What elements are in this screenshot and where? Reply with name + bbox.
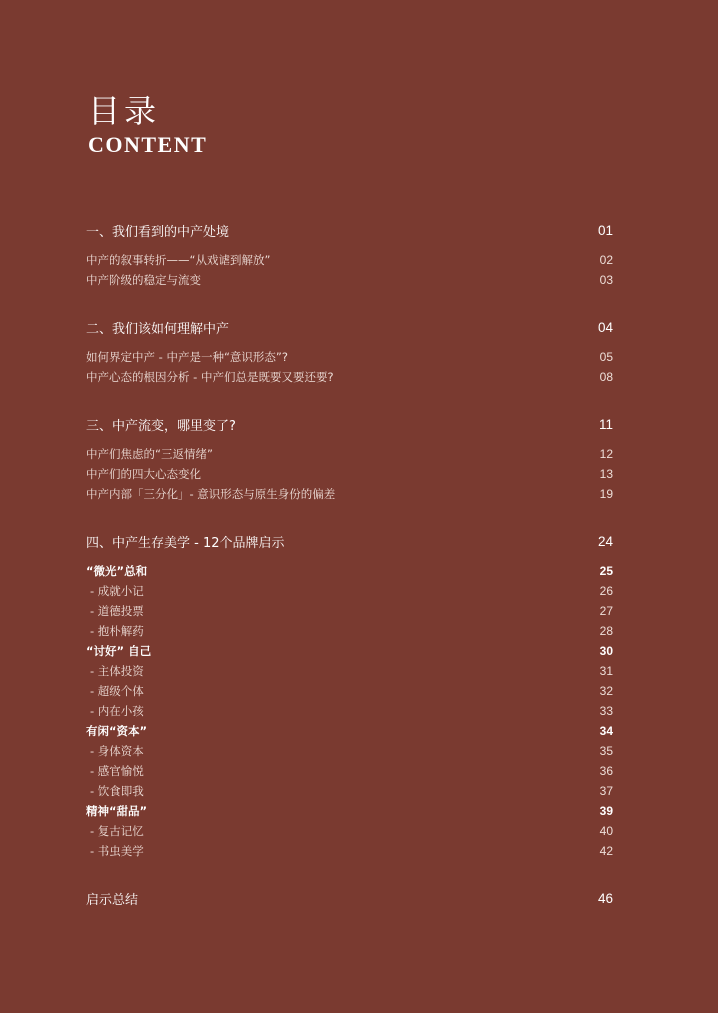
page-number: 46	[597, 890, 613, 906]
entry-label: - 书虫美学	[90, 844, 144, 858]
entry-label: - 感官愉悦	[90, 764, 144, 778]
page-number: 40	[599, 824, 613, 838]
page-number: 03	[599, 273, 613, 287]
page-number: 13	[599, 467, 613, 481]
entry-label: 如何界定中产 - 中产是一种“意识形态”?	[86, 350, 288, 364]
section-title: 一、我们看到的中产处境	[86, 224, 230, 240]
page-number: 37	[599, 784, 613, 798]
section-title: 四、中产生存美学 - 12个品牌启示	[86, 535, 285, 551]
toc-entry[interactable]	[86, 250, 613, 270]
page-number: 34	[599, 724, 613, 738]
page-number: 12	[599, 447, 613, 461]
toc-entry[interactable]	[86, 661, 613, 681]
toc-section-3	[86, 414, 613, 504]
entry-label: 中产们的四大心态变化	[86, 467, 201, 481]
page-number: 36	[599, 764, 613, 778]
page-number: 05	[599, 350, 613, 364]
section-title: 二、我们该如何理解中产	[86, 321, 230, 337]
toc-section-2	[86, 317, 613, 387]
table-of-contents	[86, 220, 613, 918]
entry-label: - 成就小记	[90, 584, 144, 598]
page-number: 08	[599, 370, 613, 384]
page-number: 19	[599, 487, 613, 501]
toc-section-heading[interactable]	[86, 531, 613, 551]
toc-entry[interactable]	[86, 741, 613, 761]
toc-final-entry[interactable]	[86, 888, 613, 908]
toc-section-1	[86, 220, 613, 290]
entry-label: - 抱朴解药	[90, 624, 144, 638]
toc-entry[interactable]	[86, 347, 613, 367]
page-number: 26	[599, 584, 613, 598]
entry-label: - 超级个体	[90, 684, 144, 698]
toc-entry[interactable]	[86, 701, 613, 721]
entry-label: - 饮食即我	[90, 784, 144, 798]
entry-label: 精神“甜品”	[86, 804, 148, 818]
entry-label: “讨好” 自己	[86, 644, 152, 658]
entry-label: 中产心态的根因分析 - 中产们总是既要又要还要?	[86, 370, 334, 384]
toc-section-heading[interactable]	[86, 220, 613, 240]
toc-entry[interactable]	[86, 601, 613, 621]
page-number: 39	[599, 804, 613, 818]
section-title: 启示总结	[86, 892, 139, 908]
page-number: 28	[599, 624, 613, 638]
toc-section-heading[interactable]	[86, 317, 613, 337]
entry-label: “微光”总和	[86, 564, 148, 578]
page-number: 33	[599, 704, 613, 718]
toc-subgroup-heading[interactable]	[86, 721, 613, 741]
toc-section-4	[86, 531, 613, 861]
entry-label: 有闲“资本”	[86, 724, 148, 738]
page-number: 42	[599, 844, 613, 858]
entry-label: - 主体投资	[90, 664, 144, 678]
entry-label: 中产们焦虑的“三返情绪”	[86, 447, 213, 461]
toc-entry[interactable]	[86, 367, 613, 387]
toc-subgroup-heading[interactable]	[86, 641, 613, 661]
entry-label: - 身体资本	[90, 744, 144, 758]
page-number: 30	[599, 644, 613, 658]
entry-label: - 复古记忆	[90, 824, 144, 838]
page-number: 31	[599, 664, 613, 678]
page-number: 04	[597, 319, 613, 335]
toc-subgroup-heading[interactable]	[86, 801, 613, 821]
entry-label: - 道德投票	[90, 604, 144, 618]
toc-entry[interactable]	[86, 621, 613, 641]
entry-label: - 内在小孩	[90, 704, 144, 718]
toc-entry[interactable]	[86, 781, 613, 801]
page-number: 11	[598, 416, 613, 432]
page-number: 02	[599, 253, 613, 267]
page-subtitle: CONTENT	[88, 132, 208, 157]
page-number: 32	[599, 684, 613, 698]
page-number: 24	[597, 533, 613, 549]
toc-entry[interactable]	[86, 464, 613, 484]
toc-entry[interactable]	[86, 270, 613, 290]
entry-label: 中产阶级的稳定与流变	[86, 273, 201, 287]
section-title: 三、中产流变，哪里变了?	[86, 418, 236, 434]
toc-section-heading[interactable]	[86, 414, 613, 434]
toc-entry[interactable]	[86, 444, 613, 464]
entry-label: 中产内部「三分化」- 意识形态与原生身份的偏差	[86, 487, 336, 501]
page-number: 35	[599, 744, 613, 758]
toc-subgroup-heading[interactable]	[86, 561, 613, 581]
toc-entry[interactable]	[86, 681, 613, 701]
toc-entry[interactable]	[86, 484, 613, 504]
entry-label: 中产的叙事转折——“从戏谑到解放”	[86, 253, 271, 267]
toc-entry[interactable]	[86, 581, 613, 601]
title-block	[88, 92, 207, 158]
toc-entry[interactable]	[86, 821, 613, 841]
page-number: 25	[599, 564, 613, 578]
page-number: 01	[597, 222, 613, 238]
toc-entry[interactable]	[86, 841, 613, 861]
page-number: 27	[599, 604, 613, 618]
page-title: 目录	[88, 92, 161, 130]
toc-entry[interactable]	[86, 761, 613, 781]
